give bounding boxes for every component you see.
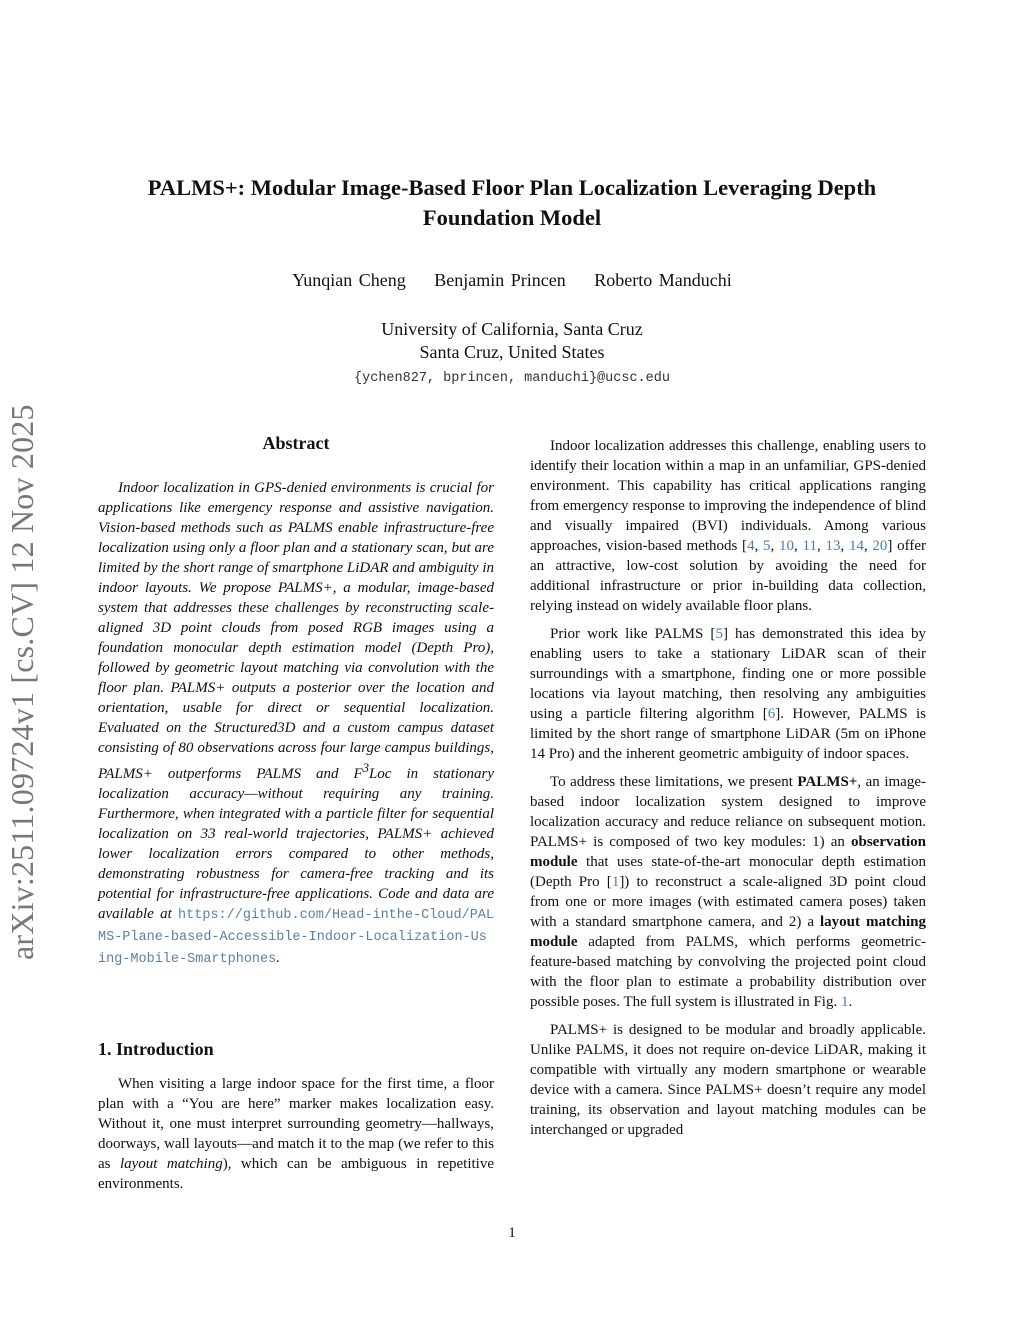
- affiliation-location: Santa Cruz, United States: [419, 342, 605, 362]
- citation-link[interactable]: 20: [872, 538, 888, 554]
- body-text: adapted from PALMS, which performs geometric-feature-based matching by convolving the projected point cloud with the floor plan to estimate a probability distribution over possible poses. The full system is illustrated in Fig.: [530, 934, 926, 1010]
- arxiv-sidebar: [4, 370, 64, 960]
- section-heading-introduction: 1. Introduction: [98, 1039, 214, 1059]
- bold-term: observation module: [530, 834, 926, 870]
- abstract-body: [98, 478, 494, 970]
- arxiv-identifier: arXiv:2511.09724v1 [cs.CV] 12 Nov 2025: [4, 404, 40, 960]
- abstract-text: Loc in stationary localization accuracy—without requiring any training. Furthermore, when integrated with a particle filter for sequential localization on 33 real-world trajectories, PALMS+ achieved lower localization errors compared to other methods, demonstrating robustness for camera-free tracking and its potential for infrastructure-free applications. Code and data are available at: [98, 766, 494, 922]
- body-text: When visiting a large indoor space for the first time, a floor plan with a “You are here” marker makes localization easy. Without it, one must interpret surrounding geometry—hallways, doorways, wall layouts—and match it to the map (we refer to this as: [98, 1076, 494, 1172]
- intro-paragraph: [98, 1074, 494, 1194]
- author-name: Benjamin Princen: [434, 270, 566, 290]
- body-paragraph: [530, 772, 926, 1012]
- body-text: ] has demonstrated this idea by enabling users to take a stationary LiDAR scan of their surroundings with a smartphone, finding one or more possible locations via layout matching, then resolving any ambiguities using a particle filtering algorithm [: [530, 626, 926, 722]
- body-paragraph: [530, 624, 926, 764]
- citation-link[interactable]: 5: [715, 626, 723, 642]
- body-text: that uses state-of-the-art monocular depth estimation (Depth Pro [: [530, 854, 926, 890]
- citation-link[interactable]: 10: [779, 538, 795, 554]
- paper-title: PALMS+: Modular Image-Based Floor Plan Localization Leveraging Depth Foundation Model: [147, 175, 877, 230]
- body-text: ] offer an attractive, low-cost solution by avoiding the need for additional infrastructure or prior in-building data collection, relying instead on widely available floor plans.: [530, 538, 927, 614]
- bold-term: layout matching module: [530, 914, 926, 950]
- code-link[interactable]: https://github.com/Head-inthe-Cloud/PALMS-Plane-based-Accessible-Indoor-Localization-Using-Mobile-Smartphones: [98, 908, 494, 967]
- affiliation-block: [100, 318, 924, 390]
- page-number: 1: [508, 1225, 516, 1241]
- punctuation: .: [276, 950, 280, 966]
- introduction-body: [98, 1074, 494, 1202]
- author-list: [100, 270, 924, 291]
- body-text: ]) to reconstruct a scale-aligned 3D point cloud from one or more images (with estimated camera poses) taken with a standard smartphone camera, and 2) a: [530, 874, 926, 930]
- abstract-heading: Abstract: [262, 433, 330, 453]
- citation-link[interactable]: 5: [763, 538, 771, 554]
- citation-link[interactable]: 4: [747, 538, 755, 554]
- emphasis: layout matching: [119, 1156, 223, 1172]
- author-emails: {ychen827, bprincen, manduchi}@ucsc.edu: [354, 371, 670, 386]
- superscript: 3: [362, 761, 369, 775]
- author-name: Yunqian Cheng: [292, 270, 406, 290]
- abstract-paragraph: [98, 478, 494, 970]
- citation-link[interactable]: 14: [848, 538, 864, 554]
- body-paragraph: [530, 1020, 926, 1140]
- body-paragraph: Indoor localization addresses this challenge, enabling users to identify their location within a map in an unfamiliar, GPS-denied environment. This capability has critical applications ranging from emergency response to improving the independence of blind and visually impaired (BVI) individuals. Among various approaches, vision-based methods [4, 5, 10, 11, 13, 14, 20] offer an attractive, low-cost solution by avoiding the need for additional infrastructure or prior in-building data collection, relying instead on widely available floor plans.: [530, 438, 927, 614]
- body-text: ), which can be ambiguous in repetitive environments.: [98, 1156, 494, 1192]
- abstract-text: Indoor localization in GPS-denied environments is crucial for applications like emergency response and assistive navigation. Vision-based methods such as PALMS enable infrastructure-free localization using only a floor plan and a stationary scan, but are limited by the short range of smartphone LiDAR and ambiguity in indoor layouts. We propose PALMS+, a modular, image-based system that addresses these challenges by reconstructing scale-aligned 3D point clouds from posed RGB images using a foundation monocular depth estimation model (Depth Pro), followed by geometric layout matching via convolution with the floor plan. PALMS+ outputs a posterior over the location and orientation, usable for direct or sequential localization. Evaluated on the Structured3D and a custom campus dataset consisting of 80 observations across four large campus buildings, PALMS+ outperforms PALMS and F: [98, 480, 494, 782]
- body-text: , an image-based indoor localization system designed to improve localization accuracy and reduce reliance on subsequent motion. PALMS+ is composed of two key modules: 1) an: [530, 774, 926, 850]
- author-name: Roberto Manduchi: [594, 270, 732, 290]
- citation-link[interactable]: 13: [825, 538, 841, 554]
- right-column: [530, 436, 926, 1148]
- citation-link[interactable]: 11: [802, 538, 817, 554]
- body-text: To address these limitations, we present: [550, 774, 798, 790]
- figure-link[interactable]: 1: [840, 994, 849, 1010]
- body-text: ]. However, PALMS is limited by the short range of smartphone LiDAR (5m on iPhone 14 Pro) and the inherent geometric ambiguity of indoor spaces.: [530, 706, 926, 762]
- citation-link[interactable]: 1: [611, 874, 620, 890]
- body-text: Indoor localization addresses this challenge, enabling users to identify their location within a map in an unfamiliar, GPS-denied environment. This capability has critical applications ranging from emergency response to improving the independence of blind and visually impaired (BVI) individuals. Among various approaches, vision-based methods [: [530, 438, 926, 554]
- citation-link[interactable]: 6: [767, 706, 776, 722]
- body-text: Prior work like PALMS [: [550, 626, 716, 642]
- body-text: PALMS+ is designed to be modular and broadly applicable. Unlike PALMS, it does not require on-device LiDAR, making it compatible with virtually any modern smartphone or wearable device with a camera. Since PALMS+ doesn’t require any model training, its observation and layout matching modules can be interchanged or upgraded: [530, 1022, 926, 1138]
- affiliation-university: University of California, Santa Cruz: [381, 319, 643, 339]
- punctuation: .: [848, 994, 853, 1010]
- bold-term: PALMS+: [797, 774, 858, 790]
